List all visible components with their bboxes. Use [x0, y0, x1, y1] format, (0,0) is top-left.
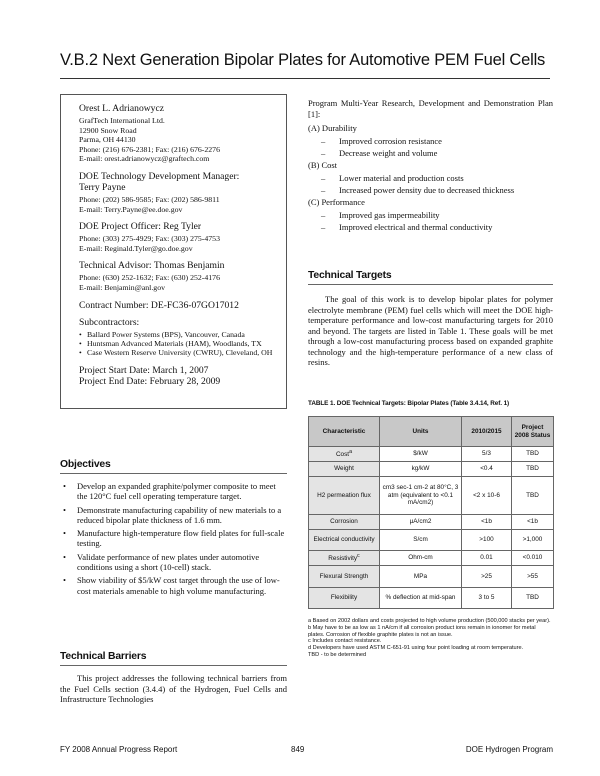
doe-manager-phone: Phone: (202) 586-9585; Fax: (202) 586-9811 [79, 194, 220, 204]
table-cell: μA/cm2 [380, 515, 462, 530]
project-officer: DOE Project Officer: Reg Tyler [79, 221, 202, 233]
page-number: 849 [291, 745, 305, 754]
table-cell: Corrosion [309, 515, 380, 530]
table-cell: Cost$^a$ [309, 447, 380, 462]
table-cell: Flexural Strength [309, 566, 380, 588]
table-cell: <2 x 10-6 [462, 477, 512, 515]
table-cell: <1b [512, 515, 554, 530]
table-cell: Resistivity$^c$ [309, 551, 380, 566]
table-notes [308, 618, 553, 659]
table-cell: cm3 sec-1 cm-2 at 80°C, 3 atm (equivalent to <0.1 mA/cm2) [380, 477, 462, 515]
list-item: • Case Western Reserve University (CWRU), Cleveland, OH [79, 348, 278, 357]
objectives-list [60, 481, 287, 596]
table-note: d Developers have used ASTM C-651-91 using four point loading at room temperature. [308, 645, 524, 652]
table-row [309, 462, 554, 477]
contact-box [60, 94, 287, 409]
table-note: c Includes contact resistance. [308, 638, 382, 645]
pi-line: Phone: (216) 676-2381; Fax: (216) 676-2276 [79, 144, 220, 154]
technical-targets-heading: Technical Targets [308, 270, 392, 281]
table-cell: <1b [462, 515, 512, 530]
barrier-list [308, 173, 553, 196]
table-cell: S/cm [380, 530, 462, 551]
table-cell: >100 [462, 530, 512, 551]
list-item: – Improved gas impermeability [308, 210, 553, 220]
table-cell: MPa [380, 566, 462, 588]
table-cell: kg/kW [380, 462, 462, 477]
tech-advisor: Technical Advisor: Thomas Benjamin [79, 260, 225, 272]
pi-line: GrafTech International Ltd. [79, 116, 165, 125]
table-cell: $/kW [380, 447, 462, 462]
footer-right: DOE Hydrogen Program [465, 745, 553, 754]
list-item: – Increased power density due to decreased thickness [308, 185, 553, 195]
table-cell: Electrical conductivity [309, 530, 380, 551]
table-row [309, 530, 554, 551]
list-item: • Show viability of $5/kW cost target through the use of low-cost materials amenable to high volume manufacturing. [60, 575, 287, 596]
table-row [309, 551, 554, 566]
table-row [309, 447, 554, 462]
table-cell: <0.010 [512, 551, 554, 566]
table-cell: 5/3 [462, 447, 512, 462]
list-item: • Develop an expanded graphite/polymer composite to meet the 120°C fuel cell operating temperature target. [60, 481, 287, 502]
column-header: 2010/2015 [462, 417, 512, 447]
barrier-list [308, 210, 553, 233]
list-item: • Ballard Power Systems (BPS), Vancouver, Canada [79, 330, 278, 339]
table-cell: 3 to 5 [462, 588, 512, 609]
list-item: • Demonstrate manufacturing capability of new materials to a reduced bipolar plate thickness of 1.6 mm. [60, 505, 287, 526]
pi-name: Orest L. Adrianowycz [79, 103, 164, 114]
start-date: Project Start Date: March 1, 2007 [79, 364, 209, 376]
list-item: – Improved corrosion resistance [308, 136, 553, 146]
table-cell: 0.01 [462, 551, 512, 566]
list-item: – Improved electrical and thermal conductivity [308, 222, 553, 232]
table-note: a Based on 2002 dollars and costs projected to high volume production (500,000 stacks per year). [308, 618, 551, 624]
doe-manager-email: E-mail: Terry.Payne@ee.doe.gov [79, 204, 183, 214]
list-item: – Decrease weight and volume [308, 148, 553, 158]
table-header-row [309, 417, 554, 447]
project-officer-email: E-mail: Reginald.Tyler@go.doe.gov [79, 243, 193, 253]
barrier-list [308, 136, 553, 159]
table-cell: TBD [512, 477, 554, 515]
table-cell: >55 [512, 566, 554, 588]
list-item: – Lower material and production costs [308, 173, 553, 183]
technical-barriers-heading: Technical Barriers [60, 651, 147, 662]
technical-targets-section [308, 270, 553, 368]
table-cell: Flexibility [309, 588, 380, 609]
doe-manager-name: Terry Payne [79, 181, 126, 193]
table-cell: H2 permeation flux [309, 477, 380, 515]
end-date: Project End Date: February 28, 2009 [79, 375, 221, 387]
targets-table [308, 416, 554, 609]
table-cell: % deflection at mid-span [380, 588, 462, 609]
doe-manager-title: DOE Technology Development Manager: [79, 170, 240, 182]
table-row [309, 515, 554, 530]
subcontractor-list [79, 330, 278, 358]
technical-targets-text: The goal of this work is to develop bipolar plates for polymer electrolyte membrane (PEM) fuel cells which will meet the DOE high-temperature performance and low-cost manufacturing targets for 2010 and beyond. The targets are listed in Table 1. These goals will be met through a low-cost manufacturing process based on expanded graphite technology and the high-temperature performance of a new class of resins. [308, 294, 553, 367]
right-column [308, 98, 553, 234]
subcontractors-label: Subcontractors: [79, 316, 140, 328]
pi-email: E-mail: orest.adrianowycz@graftech.com [79, 154, 210, 164]
table-caption: TABLE 1. DOE Technical Targets: Bipolar Plates (Table 3.4.14, Ref. 1) [308, 400, 510, 407]
technical-barriers-text: This project addresses the following technical barriers from the Fuel Cells section (3.4.4) of the Hydrogen, Fuel Cells and Infrastructure Technologies [60, 673, 287, 704]
list-item: • Huntsman Advanced Materials (HAM), Woodlands, TX [79, 339, 278, 348]
contract-number: Contract Number: DE-FC36-07GO17012 [79, 299, 239, 311]
table-note: b May have to be as low as 1 nA/cm if all corrosion product ions remain in ionomer for metal plates. Corrosion of flexible graphite plates is not an issue. [308, 624, 536, 638]
title-rule [60, 78, 550, 79]
objectives-section [60, 459, 287, 599]
column-header: Project 2008 Status [512, 417, 554, 447]
pi-line: Parma, OH 44130 [79, 135, 136, 145]
column-header: Characteristic [309, 417, 380, 447]
project-officer-phone: Phone: (303) 275-4929; Fax: (303) 275-4753 [79, 234, 220, 244]
barrier-category: (A) Durability [308, 123, 357, 133]
table-cell: TBD [512, 462, 554, 477]
table-note: TBD - to be determined [308, 651, 367, 658]
table-cell: Ohm-cm [380, 551, 462, 566]
table-row [309, 588, 554, 609]
table-cell: TBD [512, 447, 554, 462]
footer-left: FY 2008 Annual Progress Report [60, 745, 178, 754]
tech-advisor-email: E-mail: Benjamin@anl.gov [79, 282, 165, 292]
objectives-heading: Objectives [60, 459, 111, 470]
barrier-category: (C) Performance [308, 197, 365, 208]
table-row [309, 566, 554, 588]
tech-advisor-phone: Phone: (630) 252-1632; Fax: (630) 252-4176 [79, 273, 220, 283]
barrier-category: (B) Cost [308, 160, 338, 171]
table-cell: TBD [512, 588, 554, 609]
table-cell: >25 [462, 566, 512, 588]
table-row [309, 477, 554, 515]
table-cell: <0.4 [462, 462, 512, 477]
list-item: • Validate performance of new plates under automotive conditions using a short (10-cell) stack. [60, 552, 287, 573]
technical-barriers-section [60, 651, 287, 705]
page-title: V.B.2 Next Generation Bipolar Plates for Automotive PEM Fuel Cells [60, 51, 546, 69]
table-cell: >1,000 [512, 530, 554, 551]
technical-barriers-cont: Program Multi-Year Research, Development and Demonstration Plan [1]: [308, 98, 553, 119]
pi-line: 12900 Snow Road [79, 125, 137, 135]
list-item: • Manufacture high-temperature flow field plates for full-scale testing. [60, 528, 287, 549]
table-cell: Weight [309, 462, 380, 477]
column-header: Units [380, 417, 462, 447]
